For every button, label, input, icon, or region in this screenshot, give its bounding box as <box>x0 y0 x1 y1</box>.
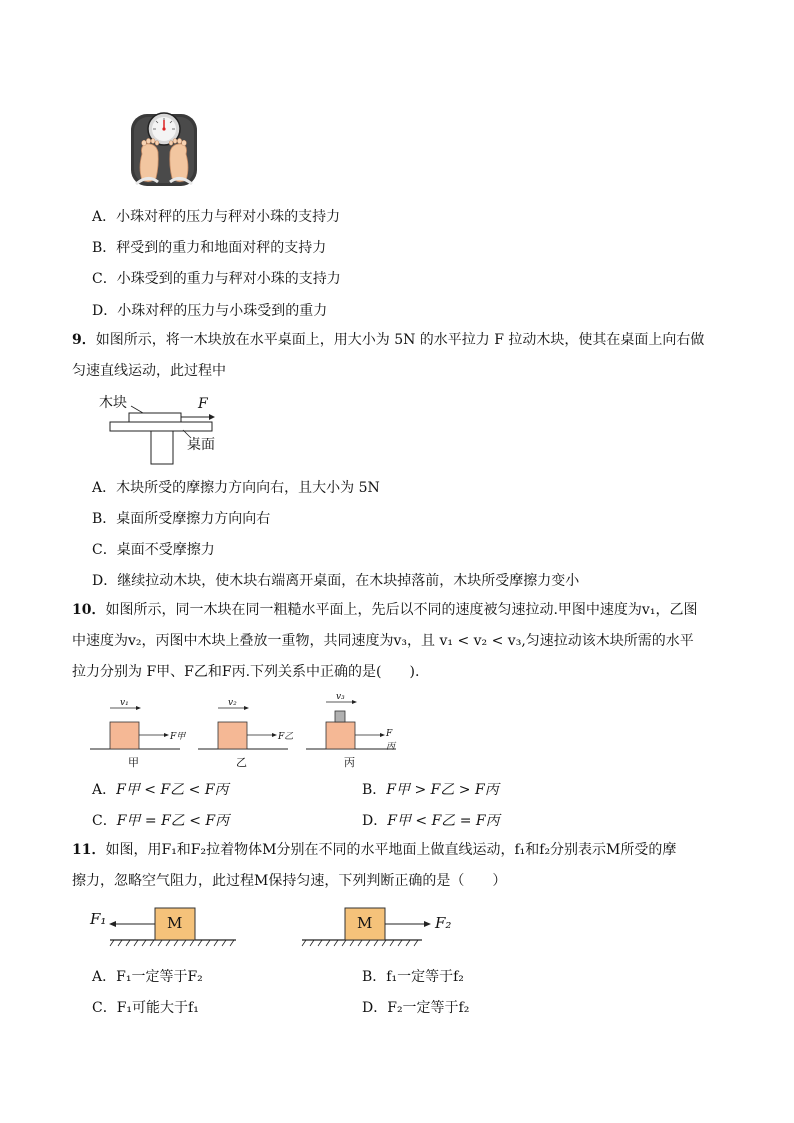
velocity-label-1: v₁ <box>120 698 129 708</box>
option-letter: D． <box>92 573 118 589</box>
q8-option-b <box>92 237 326 257</box>
option-letter: C． <box>92 813 117 829</box>
option-text: F₂一定等于f₂ <box>387 1000 470 1016</box>
q11-stem-line2: 擦力，忽略空气阻力，此过程M保持匀速，下列判断正确的是（ ） <box>72 873 507 889</box>
table-leg <box>151 431 173 464</box>
mass-label-right: M <box>357 914 373 932</box>
question-number: 9． <box>72 332 96 348</box>
option-letter: A． <box>92 969 117 985</box>
q10-option-a <box>92 779 229 799</box>
option-text: 桌面所受摩擦力方向向右 <box>116 511 271 527</box>
block-label: 木块 <box>99 395 127 411</box>
caption-1: 甲 <box>128 756 139 769</box>
force-label-f1: F₁ <box>90 910 107 928</box>
force-label-1: F甲 <box>170 732 186 742</box>
force-label-f2: F₂ <box>435 914 452 932</box>
option-text: F甲 < F乙 < F丙 <box>116 782 229 798</box>
option-letter: D． <box>362 813 388 829</box>
option-text: 桌面不受摩擦力 <box>116 542 215 558</box>
two-surface-diagram <box>88 900 468 956</box>
option-letter: A． <box>92 480 117 496</box>
q8-option-c <box>92 268 341 288</box>
caption-3: 丙 <box>344 756 355 769</box>
velocity-label-2: v₂ <box>228 698 237 708</box>
caption-2: 乙 <box>236 756 247 769</box>
bathroom-scale-icon <box>128 110 200 188</box>
q9-stem-line1 <box>72 330 704 350</box>
q8-option-a <box>92 206 340 226</box>
option-text: 小珠对秤的压力与秤对小珠的支持力 <box>116 209 341 225</box>
q11-option-b <box>362 966 464 986</box>
table-label: 桌面 <box>187 437 215 453</box>
question-text: 如图所示，将一木块放在水平桌面上，用大小为 5N 的水平拉力 F 拉动木块，使其在桌面上向右做 <box>95 332 705 348</box>
q9-option-c <box>92 539 215 559</box>
option-text: F甲 > F乙 > F丙 <box>386 782 499 798</box>
q11-option-d <box>362 997 469 1017</box>
q10-option-d <box>362 810 500 830</box>
q9-stem-line2: 匀速直线运动，此过程中 <box>72 363 226 379</box>
q11-figure <box>88 900 468 956</box>
scale-figure <box>128 110 200 188</box>
option-text: 小珠对秤的压力与小珠受到的重力 <box>117 303 328 319</box>
option-letter: B． <box>362 969 387 985</box>
q10-figure <box>90 690 400 772</box>
q9-figure <box>95 392 235 466</box>
block-1 <box>110 722 139 749</box>
question-text: 如图所示，同一木块在同一粗糙水平面上，先后以不同的速度被匀速拉动.甲图中速度为v₁，乙图 <box>105 602 698 618</box>
option-letter: B． <box>92 240 117 256</box>
question-number: 10． <box>72 602 106 618</box>
q10-stem-line2: 中速度为v₂，丙图中木块上叠放一重物，共同速度为v₃，且 v₁ < v₂ < v₃,匀速拉动该木块所需的水平 <box>72 633 694 649</box>
q10-stem-line1 <box>72 600 697 620</box>
q9-option-d <box>92 570 579 590</box>
q10-option-b <box>362 779 499 799</box>
option-letter: A． <box>92 782 117 798</box>
q9-option-b <box>92 508 270 528</box>
wood-block <box>129 413 181 422</box>
option-text: 继续拉动木块，使木块右端离开桌面，在木块掉落前，木块所受摩擦力变小 <box>117 573 580 589</box>
q10-option-c <box>92 810 229 830</box>
question-text: 如图，用F₁和F₂拉着物体M分别在不同的水平地面上做直线运动，f₁和f₂分别表示M所受的摩 <box>105 842 677 858</box>
option-letter: D． <box>92 303 118 319</box>
block-2 <box>218 722 247 749</box>
option-letter: C． <box>92 542 117 558</box>
option-text: 秤受到的重力和地面对秤的支持力 <box>116 240 327 256</box>
velocity-label-3: v₃ <box>336 692 345 702</box>
option-text: 木块所受的摩擦力方向向右，且大小为 5N <box>116 480 380 496</box>
option-text: F₁一定等于F₂ <box>116 969 203 985</box>
option-letter: C． <box>92 271 117 287</box>
option-letter: C． <box>92 1000 117 1016</box>
option-letter: D． <box>362 1000 388 1016</box>
q8-option-d <box>92 300 327 320</box>
question-number: 11． <box>72 842 106 858</box>
option-text: f₁一定等于f₂ <box>386 969 464 985</box>
force-label-2: F乙 <box>278 732 294 742</box>
q11-option-a <box>92 966 203 986</box>
force-label: F <box>198 396 208 412</box>
option-text: F₁可能大于f₁ <box>116 1000 199 1016</box>
table-top <box>110 422 212 431</box>
option-text: F甲 < F乙 = F丙 <box>387 813 500 829</box>
block-3 <box>326 722 355 749</box>
option-letter: B． <box>92 511 117 527</box>
option-text: 小珠受到的重力与秤对小珠的支持力 <box>116 271 341 287</box>
q11-option-c <box>92 997 199 1017</box>
q9-option-a <box>92 477 380 497</box>
option-letter: A． <box>92 209 117 225</box>
mass-label-left: M <box>167 914 183 932</box>
option-letter: B． <box>362 782 387 798</box>
extra-weight <box>335 711 345 722</box>
option-text: F甲 = F乙 < F丙 <box>116 813 230 829</box>
q11-stem-line1 <box>72 840 676 860</box>
force-label-3: F丙 <box>386 729 396 752</box>
q10-stem-line3: 拉力分别为 F甲、F乙和F丙.下列关系中正确的是( ). <box>72 664 420 680</box>
